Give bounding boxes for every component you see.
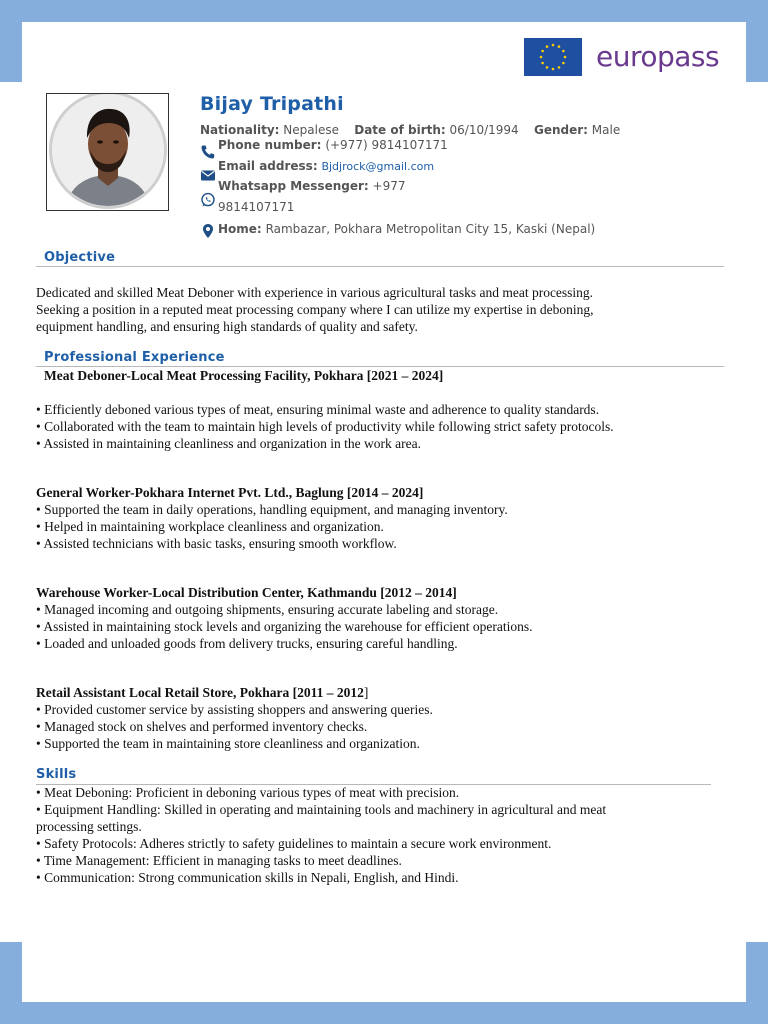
- whatsapp-number-line: [218, 200, 294, 214]
- eu-flag-icon: [524, 38, 582, 76]
- job-bullet: • Assisted in maintaining cleanliness and organization in the work area.: [36, 436, 422, 451]
- whatsapp-prefix: +977: [372, 179, 406, 193]
- candidate-name: Bijay Tripathi: [200, 93, 344, 115]
- personal-info-line: [200, 123, 620, 137]
- dob-label: Date of birth:: [354, 123, 446, 137]
- job-bullet: • Efficiently deboned various types of meat, ensuring minimal waste and adherence to quality standards.: [36, 402, 600, 417]
- job-bullet: • Loaded and unloaded goods from delivery trucks, ensuring careful handling.: [36, 636, 458, 651]
- home-line: [218, 222, 595, 236]
- skills-list: [36, 784, 606, 886]
- job-bullet: • Assisted technicians with basic tasks, ensuring smooth workflow.: [36, 536, 397, 551]
- job-bullets: [36, 701, 433, 752]
- frame-bottom-bar: [0, 1002, 768, 1024]
- job-bullets: [36, 501, 508, 552]
- skill-item: • Meat Deboning: Proficient in deboning various types of meat with precision.: [36, 785, 460, 800]
- objective-heading: Objective: [44, 250, 116, 265]
- location-icon: [200, 223, 216, 239]
- objective-line: Seeking a position in a reputed meat processing company where I can utilize my expertise in deboning,: [36, 302, 594, 317]
- phone-icon: [200, 144, 216, 160]
- frame-right-top: [746, 0, 768, 82]
- experience-heading: Professional Experience: [44, 350, 225, 365]
- frame-left-bottom: [0, 942, 22, 1024]
- email-icon: [200, 167, 216, 183]
- skill-item: • Safety Protocols: Adheres strictly to safety guidelines to maintain a secure work environment.: [36, 836, 552, 851]
- job-title: Meat Deboner-Local Meat Processing Facility, Pokhara [2021 – 2024]: [44, 368, 444, 383]
- job-bullet: • Managed incoming and outgoing shipments, ensuring accurate labeling and storage.: [36, 602, 499, 617]
- job-bullets: [36, 601, 532, 652]
- email-label: Email address:: [218, 159, 318, 173]
- job-bullet: • Assisted in maintaining stock levels and organizing the warehouse for efficient operations.: [36, 619, 533, 634]
- europass-logo: [524, 38, 719, 76]
- dob-value: 06/10/1994: [449, 123, 519, 137]
- profile-photo-frame: [46, 93, 169, 211]
- phone-label: Phone number:: [218, 138, 322, 152]
- profile-photo: [49, 93, 167, 209]
- gender-value: Male: [591, 123, 621, 137]
- phone-value: (+977) 9814107171: [325, 138, 448, 152]
- job-title: Retail Assistant Local Retail Store, Pokhara [2011 – 2012: [36, 685, 364, 700]
- gender-label: Gender:: [533, 123, 588, 137]
- job-heading: [44, 367, 443, 384]
- job-heading: [36, 584, 457, 601]
- job-bullets: [36, 401, 614, 452]
- objective-divider: [36, 266, 724, 267]
- whatsapp-icon: [200, 192, 216, 208]
- job-title: General Worker-Pokhara Internet Pvt. Ltd., Baglung [2014 – 2024]: [36, 485, 424, 500]
- job-bullet: • Provided customer service by assisting shoppers and answering queries.: [36, 702, 433, 717]
- home-label: Home:: [218, 222, 262, 236]
- job-title-tail: ]: [363, 685, 369, 700]
- job-heading: [36, 484, 423, 501]
- email-line: [218, 159, 434, 173]
- email-link[interactable]: Bjdjrock@gmail.com: [321, 160, 435, 173]
- home-value: Rambazar, Pokhara Metropolitan City 15, Kaski (Nepal): [265, 222, 596, 236]
- skill-item: • Equipment Handling: Skilled in operating and maintaining tools and machinery in agricultural and meat: [36, 802, 607, 817]
- skill-item: • Communication: Strong communication skills in Nepali, English, and Hindi.: [36, 870, 459, 885]
- whatsapp-label: Whatsapp Messenger:: [218, 179, 369, 193]
- objective-text: [36, 284, 593, 335]
- job-title: Warehouse Worker-Local Distribution Center, Kathmandu [2012 – 2014]: [36, 585, 457, 600]
- skill-item: • Time Management: Efficient in managing tasks to meet deadlines.: [36, 853, 402, 868]
- job-bullet: • Helped in maintaining workplace cleanliness and organization.: [36, 519, 384, 534]
- phone-line: [218, 138, 448, 152]
- objective-line: equipment handling, and ensuring high standards of quality and safety.: [36, 319, 418, 334]
- nationality-value: Nepalese: [283, 123, 339, 137]
- frame-right-bottom: [746, 942, 768, 1024]
- job-bullet: • Supported the team in daily operations, handling equipment, and managing inventory.: [36, 502, 508, 517]
- objective-line: Dedicated and skilled Meat Deboner with experience in various agricultural tasks and meat processing.: [36, 285, 594, 300]
- job-bullet: • Managed stock on shelves and performed inventory checks.: [36, 719, 368, 734]
- frame-left-top: [0, 0, 22, 82]
- job-bullet: • Collaborated with the team to maintain high levels of productivity while following strict safety protocols.: [36, 419, 614, 434]
- skill-item-continued: processing settings.: [36, 819, 142, 834]
- nationality-label: Nationality:: [200, 123, 280, 137]
- logo-text: europass: [596, 40, 720, 73]
- whatsapp-line: [218, 179, 406, 193]
- job-heading: [36, 684, 368, 701]
- frame-top-bar: [0, 0, 768, 22]
- skills-heading: Skills: [36, 767, 77, 782]
- job-bullet: • Supported the team in maintaining store cleanliness and organization.: [36, 736, 420, 751]
- whatsapp-number: 9814107171: [218, 200, 295, 214]
